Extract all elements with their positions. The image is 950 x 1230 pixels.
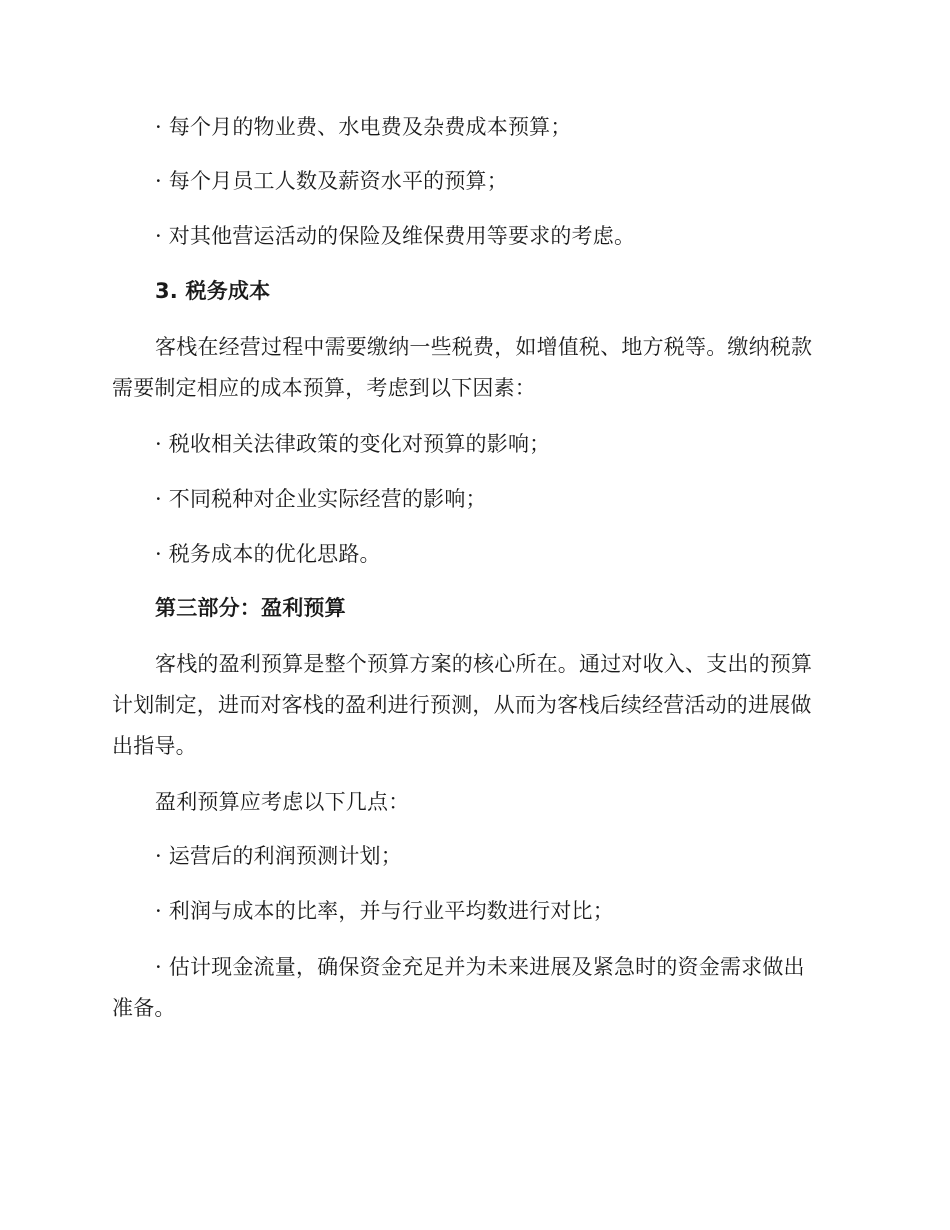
profit-paragraph-line-1: 客栈的盈利预算是整个预算方案的核心所在。通过对收入、支出的预算 bbox=[155, 652, 813, 676]
bullet-tax-types: · 不同税种对企业实际经营的影响； bbox=[155, 487, 487, 511]
tax-paragraph-line-2: 需要制定相应的成本预算，考虑到以下因素： bbox=[112, 376, 536, 400]
profit-lead-text: 盈利预算应考虑以下几点： bbox=[155, 790, 410, 814]
bullet-tax-optimization: · 税务成本的优化思路。 bbox=[155, 542, 381, 566]
profit-paragraph-line-2: 计划制定，进而对客栈的盈利进行预测，从而为客栈后续经营活动的进展做 bbox=[112, 693, 812, 717]
bullet-profit-cost-ratio: · 利润与成本的比率，并与行业平均数进行对比； bbox=[155, 899, 614, 923]
bullet-cash-flow-continuation: 准备。 bbox=[112, 996, 176, 1020]
part-heading-profit-budget: 第三部分：盈利预算 bbox=[155, 596, 346, 620]
bullet-profit-forecast: · 运营后的利润预测计划； bbox=[155, 844, 402, 868]
bullet-insurance-maintenance: · 对其他营运活动的保险及维保费用等要求的考虑。 bbox=[155, 224, 636, 248]
bullet-staff-salary: · 每个月员工人数及薪资水平的预算； bbox=[155, 169, 508, 193]
tax-paragraph-line-1: 客栈在经营过程中需要缴纳一些税费，如增值税、地方税等。缴纳税款 bbox=[155, 335, 813, 359]
bullet-property-fees: · 每个月的物业费、水电费及杂费成本预算； bbox=[155, 115, 572, 139]
bullet-cash-flow: · 估计现金流量，确保资金充足并为未来进展及紧急时的资金需求做出 bbox=[155, 955, 805, 979]
bullet-tax-policy: · 税收相关法律政策的变化对预算的影响； bbox=[155, 432, 551, 456]
section-heading-tax-cost: 3. 税务成本 bbox=[155, 279, 271, 303]
profit-paragraph-line-3: 出指导。 bbox=[112, 734, 197, 758]
